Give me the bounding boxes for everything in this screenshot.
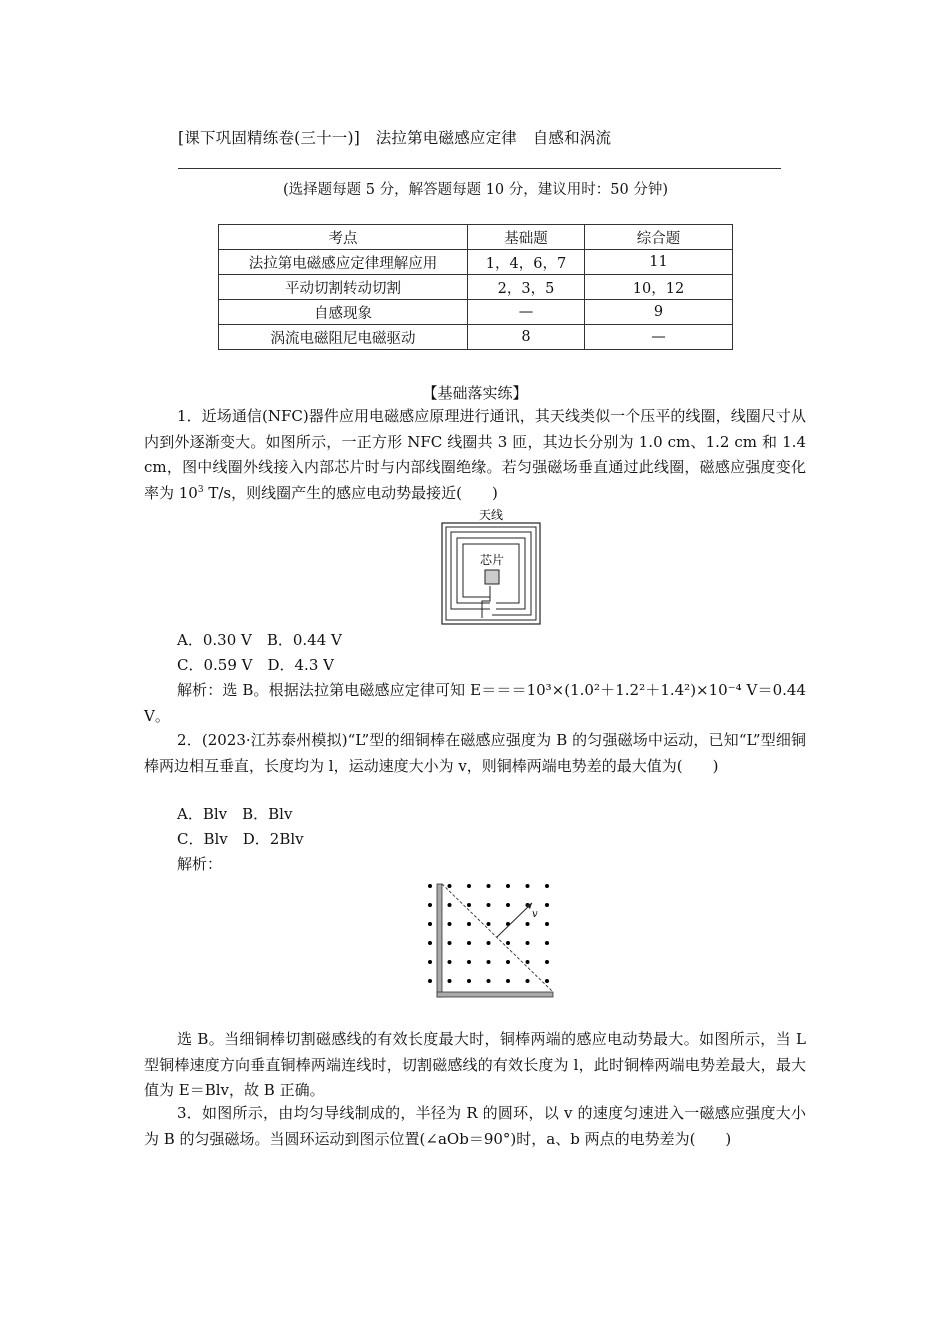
velocity-label: v [532,909,538,920]
table-row [219,275,733,300]
question-2-options-row-1: A．Blv B．Blv [177,805,293,823]
field-dot [545,903,549,907]
question-2-analysis: 选 B。当细铜棒切割磁感线的有效长度最大时，铜棒两端的感应电动势最大。如图所示，当 L 型铜棒速度方向垂直铜棒两端连线时，切割磁感线的有效长度为 l，此时铜棒两端电势差最大，最大值为 E＝Blv，故 B 正确。 [144,1030,806,1099]
field-dot [506,979,510,983]
field-dot [467,941,471,945]
table-row [219,250,733,275]
nfc-coil-figure [441,506,541,626]
question-1-analysis: 解析：选 B。根据法拉第电磁感应定律可知 E＝＝＝10³×(1.0²＋1.2²＋1.4²)×10⁻⁴ V＝0.44 V。 [144,681,806,725]
field-dot [428,903,432,907]
field-dot [428,979,432,983]
field-dot [428,960,432,964]
field-dot [467,979,471,983]
table-header: 考点 [219,225,468,250]
field-dot [428,922,432,926]
table-row [219,325,733,350]
field-dot [487,941,491,945]
field-dot [487,903,491,907]
l-rod-magnetic-field-figure [420,880,560,1002]
table-cell: — [468,300,585,325]
field-dot [467,903,471,907]
table-cell: 涡流电磁阻尼电磁驱动 [219,325,468,350]
table-cell: 自感现象 [219,300,468,325]
field-dot [506,941,510,945]
field-dot [467,960,471,964]
section-heading: 【基础落实练】 [422,384,528,402]
field-dot [526,884,530,888]
field-dot [448,922,452,926]
table-cell: 11 [585,250,733,275]
field-dot [467,884,471,888]
field-dot [526,979,530,983]
field-dot [448,979,452,983]
field-dot [526,941,530,945]
question-1-text-b: T/s，则线圈产生的感应电动势最接近( ) [203,483,498,502]
field-dot [526,960,530,964]
antenna-label: 天线 [478,508,504,522]
question-2-stem: 2．(2023·江苏泰州模拟)“L”型的细铜棒在磁感应强度为 B 的匀强磁场中运动，已知“L”型细铜棒两边相互垂直，长度均为 l，运动速度大小为 v，则铜棒两端电势差的最大值为( ) [144,731,806,775]
table-cell: 平动切割转动切割 [219,275,468,300]
field-dot [448,941,452,945]
exponent: 3 [197,484,204,495]
field-dot [545,941,549,945]
scoring-note: (选择题每题 5 分，解答题每题 10 分，建议用时：50 分钟) [283,182,668,198]
title-divider [178,168,781,169]
field-dot [448,884,452,888]
field-dot [545,979,549,983]
field-dot [467,922,471,926]
table-cell: — [585,325,733,350]
table-cell: 10，12 [585,275,733,300]
table-cell: 法拉第电磁感应定律理解应用 [219,250,468,275]
field-dot [487,979,491,983]
table-header-row [219,225,733,250]
table-cell: 1，4，6，7 [468,250,585,275]
table-row [219,300,733,325]
question-1-text-a: 1．近场通信(NFC)器件应用电磁感应原理进行通讯，其天线类似一个压平的线圈，线圈尺寸从内到外逐渐变大。如图所示，一正方形 NFC 线圈共 3 匝，其边长分别为 1.0 cm、1.2 cm 和 1.4 cm，图中线圈外线接入内部芯片时与内部线圈绝缘。若匀强磁场垂直通过此线圈，磁感应强度变化率为 10 [144,407,806,502]
field-dot [428,884,432,888]
field-dot [545,884,549,888]
topic-table [218,224,733,350]
magnetic-field-dots [428,884,549,983]
table-cell: 9 [585,300,733,325]
field-dot [487,960,491,964]
chip-label: 芯片 [479,553,505,567]
field-dot [526,922,530,926]
table-header: 综合题 [585,225,733,250]
field-dot [448,960,452,964]
question-1-options-row-2: C．0.59 V D．4.3 V [177,656,334,674]
field-dot [506,903,510,907]
field-dot [487,884,491,888]
question-1-options-row-1: A．0.30 V B．0.44 V [177,631,342,649]
table-cell: 2，3，5 [468,275,585,300]
field-dot [506,884,510,888]
page-title: [课下巩固精练卷(三十一)] 法拉第电磁感应定律 自感和涡流 [178,129,612,147]
question-2-options-row-2: C．Blv D．2Blv [177,830,304,848]
field-dot [506,960,510,964]
question-2-analysis-label: 解析： [177,855,223,873]
field-dot [545,922,549,926]
question-1-stem [144,404,806,506]
field-dot [545,960,549,964]
field-dot [448,903,452,907]
table-cell: 8 [468,325,585,350]
question-3-stem: 3．如图所示，由均匀导线制成的，半径为 R 的圆环，以 v 的速度匀速进入一磁感应强度大小为 B 的匀强磁场。当圆环运动到图示位置(∠aOb＝90°)时，a、b 两点的电势差为( ) [144,1104,806,1148]
field-dot [428,941,432,945]
table-header: 基础题 [468,225,585,250]
field-dot [487,922,491,926]
